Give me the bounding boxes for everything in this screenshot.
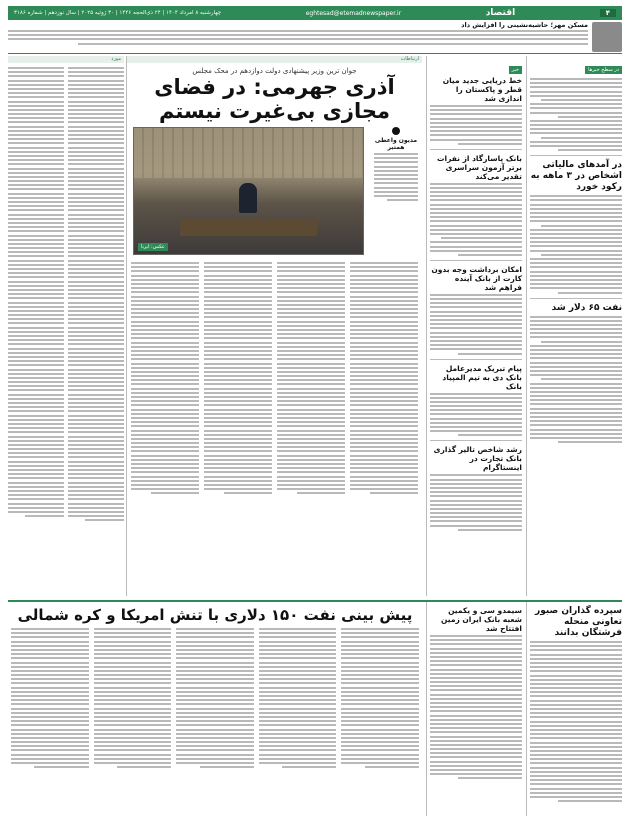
page-number: ۴ <box>600 9 616 17</box>
section-email: eghtesad@etemadnewspaper.ir <box>305 9 402 17</box>
news-headline: امکان برداشت وجه بدون کارت از بانک آینده فراهم شد <box>431 264 522 292</box>
main-story-photo <box>133 127 364 255</box>
lower-section <box>8 600 622 814</box>
newspaper-logo-icon <box>392 127 400 135</box>
columnist-title: مسکن مهر؛ حاشیه‌نشینی را افزایش داد <box>461 22 588 29</box>
news-headline: خط دریایی جدید میان قطر و پاکستان را اندازی شد <box>442 76 522 103</box>
lower-right-column <box>526 602 622 816</box>
lower-main-body <box>8 626 422 770</box>
news-headline: رشد شاخص تالیر گذاری بانک تجارت در اینستاگرام <box>433 445 522 473</box>
columnist-body <box>8 30 588 45</box>
column-tag: مورد <box>8 56 124 63</box>
main-story-headline: آذری جهرمی: در فضای مجازی بی‌غیرت نیستم <box>154 75 395 123</box>
news-column-right <box>526 56 622 596</box>
author-byline <box>374 127 418 203</box>
news-headline: پیام تبریک مدیرعامل بانک دی به تیم المپیاد بانک <box>442 363 522 391</box>
date-line: چهارشنبه ۸ امرداد ۱۴۰۴ | ۲۴ ذی‌الحجه ۱۴۴۶ | ۳۰ ژوئیه ۲۰۲۵ | سال نوزدهم | شماره ۳۱۸۶ <box>14 10 222 16</box>
column-tag: در سطح خبرها <box>585 66 622 74</box>
author-name: مدیون واعطی همتیر <box>374 137 418 151</box>
upper-section <box>8 56 622 596</box>
main-story <box>126 56 422 596</box>
columnist-text <box>8 22 588 53</box>
lower-main-headline: پیش بینی نفت ۱۵۰ دلاری با تنش امریکا و کره شمالی <box>17 606 413 624</box>
news-headline: بانک پاسارگاد از نفرات برتر آزمون سراسری تقدیر می‌کند <box>436 153 522 181</box>
news-column-second <box>426 56 522 596</box>
main-story-tag: ارتباطات <box>127 56 422 63</box>
lower-main-story <box>8 602 422 816</box>
column-tag: خبر <box>509 66 522 74</box>
news-headline: نفت ۶۵ دلار شد <box>551 302 622 313</box>
news-headline: در آمدهای مالیاتی اشخاص در ۳ ماهه به رکود خورد <box>530 160 622 193</box>
lower-second-column <box>426 602 522 816</box>
main-story-body <box>127 260 422 497</box>
photo-caption: عکس: ایرنا <box>138 243 168 251</box>
columnist-photo <box>592 22 622 52</box>
news-column-left <box>8 56 124 596</box>
main-story-kicker: جوان ترین وزیر پیشنهادی دولت دوازدهم در محک مجلس <box>192 67 357 75</box>
news-headline: سپرده گذاران صبور تعاونی منحله فرشتگان بدانند <box>535 606 622 638</box>
columnist-banner <box>8 22 622 54</box>
section-title: اقتصاد <box>485 8 516 18</box>
masthead <box>8 6 622 20</box>
news-headline: سیمدو سی و یکمین شعبه بانک ایران زمین افتتاح شد <box>441 606 522 633</box>
